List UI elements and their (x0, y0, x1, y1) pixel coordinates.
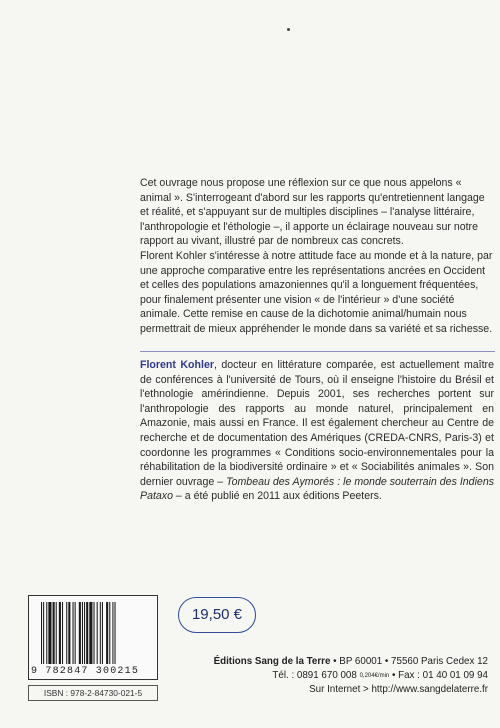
publisher-address-line (214, 655, 488, 669)
publisher-phone: Tél. : 0891 670 008 (272, 670, 360, 681)
author-bio (140, 358, 494, 504)
publisher-info (214, 655, 488, 697)
description-paragraph-1: Cet ouvrage nous propose une réflexion sur ce que nous appelons « animal ». S'interrogeant d'abord sur les rapports qu'entretiennent langage et réalité, et s'appuyant sur de multiples disciplines – l'analyse littéraire, l'anthropologie et l'éthologie –, il apporte un éclairage nouveau sur notre rapport au vivant, illustré par de nombreux cas concrets. (140, 177, 485, 248)
author-name: Florent Kohler (140, 359, 214, 371)
publisher-website: Sur Internet > http://www.sangdelaterre.fr (309, 684, 488, 695)
publisher-address: • BP 60001 • 75560 Paris Cedex 12 (330, 656, 488, 667)
isbn-label: ISBN : 978-2-84730-021-5 (28, 685, 158, 701)
publisher-phone-line (214, 669, 488, 683)
barcode-box (28, 595, 158, 680)
barcode-bars (41, 602, 145, 664)
bio-text-2: – a été publié en 2011 aux éditions Peeters. (172, 490, 382, 503)
description-block (140, 176, 494, 337)
publisher-name: Éditions Sang de la Terre (213, 656, 331, 667)
separator-line (140, 351, 495, 352)
author-bio-paragraph (140, 358, 494, 504)
print-speck (287, 28, 290, 31)
book-title: Tombeau des Aymorés : le monde souterrain des Indiens Pataxo (140, 475, 495, 503)
publisher-fax: • Fax : 01 40 01 09 94 (389, 670, 488, 681)
price-badge: 19,50 € (178, 597, 256, 633)
bio-text-1: , docteur en littérature comparée, est actuellement maître de conférences à l'université de Tours, où il enseigne l'histoire du Brésil et l'ethnologie amérindienne. Depuis 2001, ses recherches portent sur l'anthropologie des rapports au monde naturel, principalement en Amazonie, mais aussi en France. Il est également chercheur au Centre de recherche et de documentation des Amériques (CREDA-CNRS, Paris-3) et coordonne les programmes « Conditions socio-environnementales pour la réhabilitation de la biodiversité ordinaire » et « Sociabilités animales ». Son dernier ouvrage – (140, 359, 494, 488)
barcode-digits: 9 782847 300215 (31, 666, 140, 677)
publisher-phone-rate: 0,204€/min (359, 673, 390, 679)
description-paragraph-2: Florent Kohler s'intéresse à notre attitude face au monde et à la nature, par une approche comparative entre les représentations ancrées en Occident et celles des populations amazoniennes qu'il a longuement fréquentées, pour finalement présenter une vision « de l'intérieur » d'une société animale. Cette remise en cause de la dichotomie animal/humain nous permettrait de mieux appréhender le monde dans sa variété et sa richesse. (140, 249, 493, 335)
